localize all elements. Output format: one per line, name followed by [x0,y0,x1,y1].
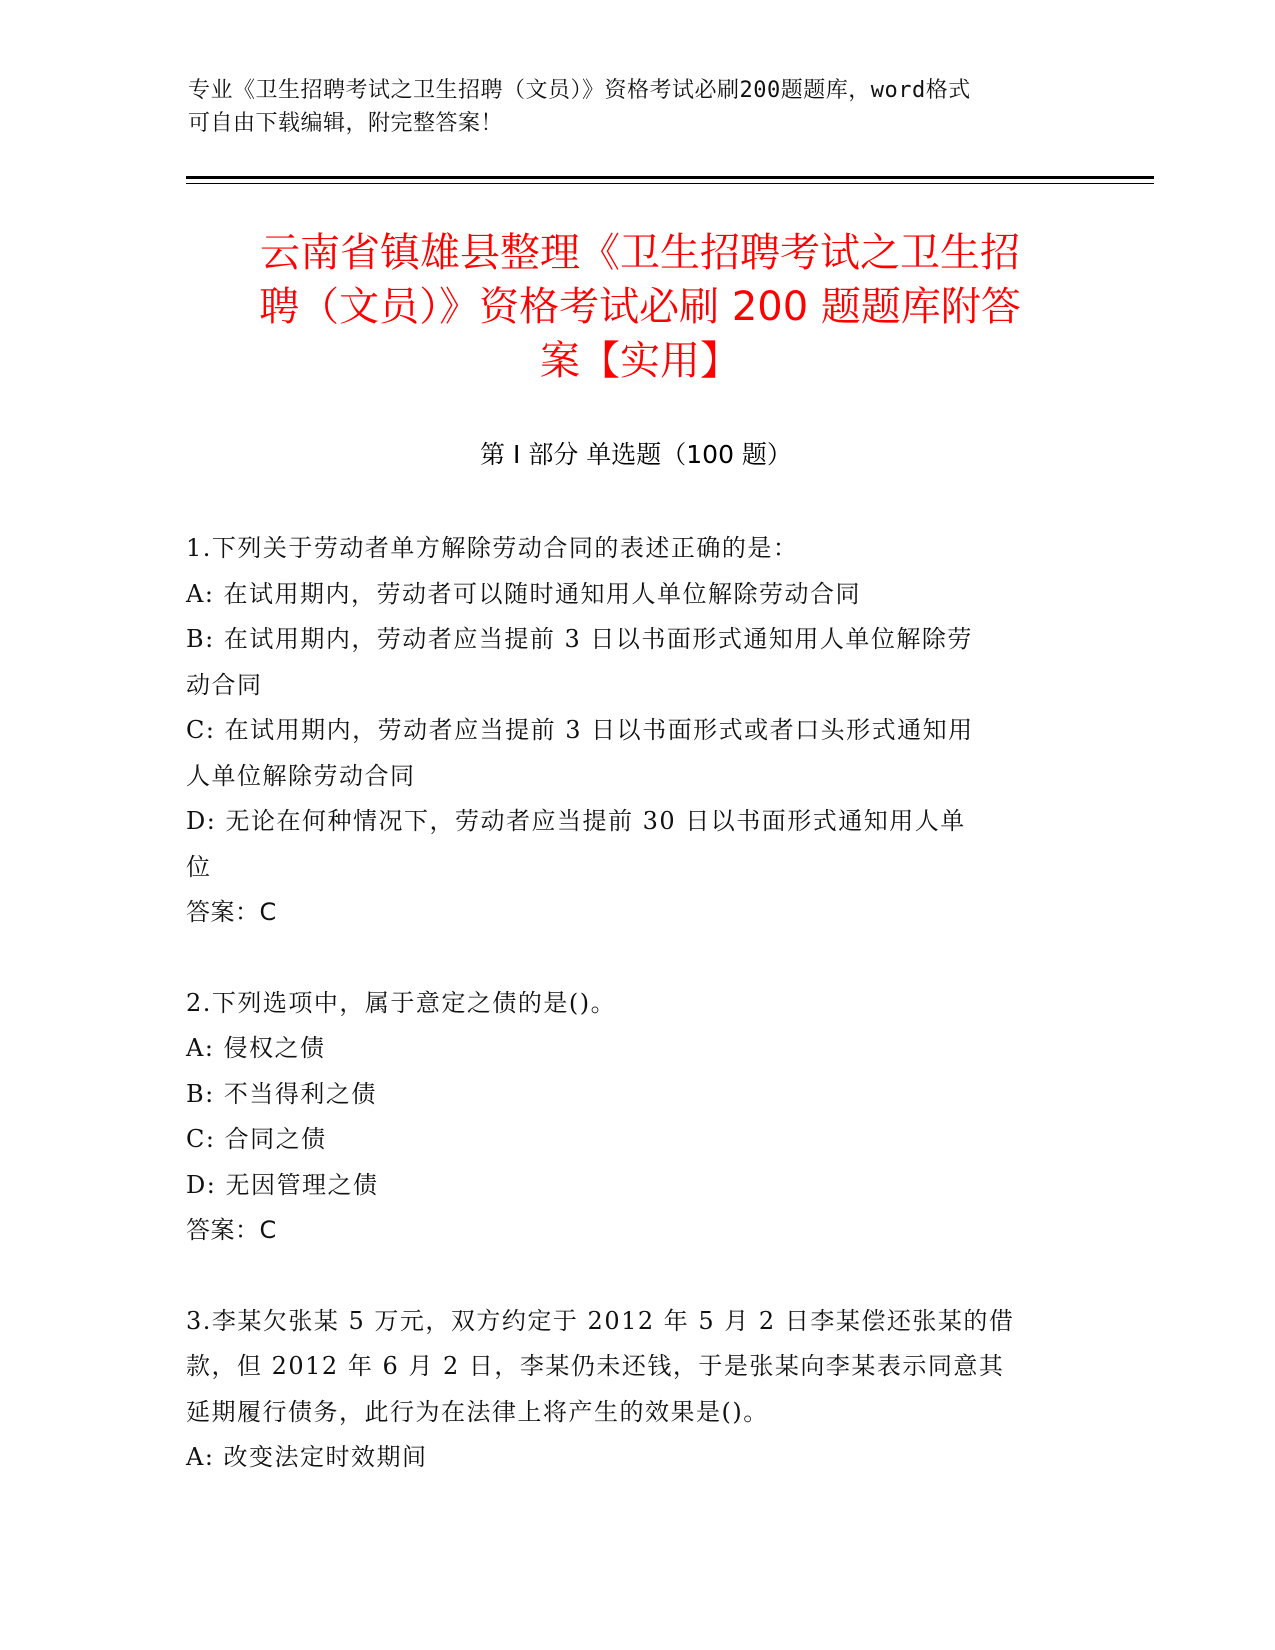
document-title-line-3: 案【实用】 [540,338,740,384]
answer: 答案：C [186,1216,277,1244]
section-title: 第 I 部分 单选题（100 题） [480,440,792,469]
question-2 [186,981,1066,1254]
option-b: B: 不当得利之债 [186,1079,377,1108]
option-c: C: 合同之债 [186,1125,327,1153]
header-note-line-1: 专业《卫生招聘考试之卫生招聘（文员）》资格考试必刷200题题库，word格式 [188,78,971,103]
header-note-line-2: 可自由下载编辑，附完整答案！ [188,111,504,136]
header-rule-thin [186,183,1154,184]
option-b: B: 在试用期内，劳动者应当提前 3 日以书面形式通知用人单位解除劳 [186,625,973,653]
document-title [190,226,1090,388]
option-a: A: 在试用期内，劳动者可以随时通知用人单位解除劳动合同 [186,579,862,608]
question-stem-continued-2: 延期履行债务，此行为在法律上将产生的效果是()。 [186,1397,769,1426]
option-a: A: 侵权之债 [186,1034,326,1062]
answer: 答案：C [186,898,277,926]
option-d: D: 无因管理之债 [186,1170,379,1199]
option-d: D: 无论在何种情况下，劳动者应当提前 30 日以书面形式通知用人单 [186,807,966,835]
option-b-continued: 动合同 [186,670,263,699]
question-1 [186,526,1066,936]
question-list [186,526,1066,1526]
question-stem: 1.下列关于劳动者单方解除劳动合同的表述正确的是： [186,534,799,562]
header-rule-thick [186,176,1154,179]
option-c: C: 在试用期内，劳动者应当提前 3 日以书面形式或者口头形式通知用 [186,716,974,744]
header-note [188,74,1068,140]
option-a: A: 改变法定时效期间 [186,1443,428,1471]
document-title-line-1: 云南省镇雄县整理《卫生招聘考试之卫生招 [260,230,1020,276]
option-d-continued: 位 [186,852,212,881]
document-title-line-2: 聘（文员）》资格考试必刷 200 题题库附答 [259,284,1021,330]
question-3 [186,1299,1066,1481]
option-c-continued: 人单位解除劳动合同 [186,761,416,790]
question-stem-continued-1: 款，但 2012 年 6 月 2 日，李某仍未还钱，于是张某向李某表示同意其 [186,1352,1005,1380]
question-stem: 3.李某欠张某 5 万元，双方约定于 2012 年 5 月 2 日李某偿还张某的借 [186,1306,1015,1335]
question-stem: 2.下列选项中，属于意定之债的是()。 [186,988,617,1017]
